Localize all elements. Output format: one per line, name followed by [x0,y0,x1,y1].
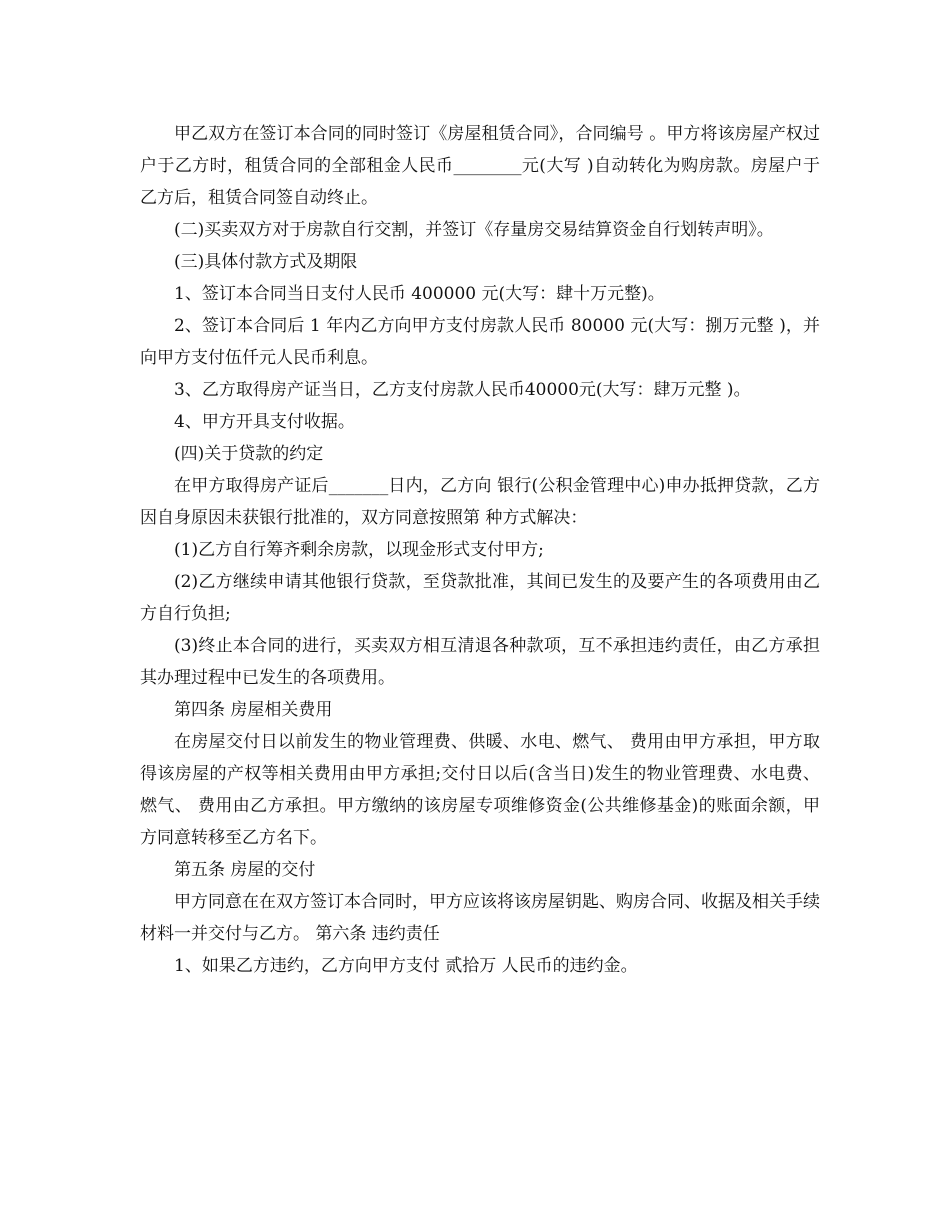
paragraph-loan-terms: 在甲方取得房产证后_______日内，乙方向 银行(公积金管理中心)申办抵押贷款，乙方因自身原因未获银行批准的，双方同意按照第 种方式解决： [140,476,820,528]
paragraph-breach-item-1: 1、如果乙方违约，乙方向甲方支付 贰拾万 人民币的违约金。 [174,956,638,976]
paragraph-payment-settlement: (二)买卖双方对于房款自行交割，并签订《存量房交易结算资金自行划转声明》。 [174,220,774,240]
paragraph-payment-item-3: 3、乙方取得房产证当日，乙方支付房款人民币40000元(大写：肆万元整 )。 [174,380,751,400]
document-body [140,118,820,982]
paragraph-payment-item-2: 2、签订本合同后 1 年内乙方向甲方支付房款人民币 80000 元(大写：捌万元整 )，并向甲方支付伍仟元人民币利息。 [140,316,820,368]
paragraph-article-5-heading: 第五条 房屋的交付 [174,860,316,880]
paragraph-loan-option-2: (2)乙方继续申请其他银行贷款，至贷款批准，其间已发生的及要产生的各项费用由乙方自行负担; [140,572,820,624]
paragraph-article-4-body: 在房屋交付日以前发生的物业管理费、供暖、水电、燃气、 费用由甲方承担，甲方取得该房屋的产权等相关费用由甲方承担;交付日以后(含当日)发生的物业管理费、水电费、燃气、 费用由乙方承担。甲方缴纳的该房屋专项维修资金(公共维修基金)的账面余额，甲方同意转移至乙方名下。 [140,732,820,848]
paragraph-loan-option-1: (1)乙方自行筹齐剩余房款，以现金形式支付甲方; [174,540,544,560]
paragraph-payment-item-4: 4、甲方开具支付收据。 [174,412,355,432]
paragraph-payment-item-1: 1、签订本合同当日支付人民币 400000 元(大写：肆十万元整)。 [174,284,665,304]
paragraph-loan-option-3: (3)终止本合同的进行，买卖双方相互清退各种款项，互不承担违约责任，由乙方承担其办理过程中已发生的各项费用。 [140,636,820,688]
paragraph-rental-contract: 甲乙双方在签订本合同的同时签订《房屋租赁合同》，合同编号 。甲方将该房屋产权过户于乙方时，租赁合同的全部租金人民币________元(大写 )自动转化为购房款。房屋户于乙方后，租赁合同签自动终止。 [140,124,820,208]
paragraph-article-4-heading: 第四条 房屋相关费用 [174,700,333,720]
paragraph-payment-heading: (三)具体付款方式及期限 [174,252,358,272]
paragraph-loan-heading: (四)关于贷款的约定 [174,444,324,464]
paragraph-article-5-body: 甲方同意在在双方签订本合同时，甲方应该将该房屋钥匙、购房合同、收据及相关手续材料一并交付与乙方。 第六条 违约责任 [140,892,820,944]
